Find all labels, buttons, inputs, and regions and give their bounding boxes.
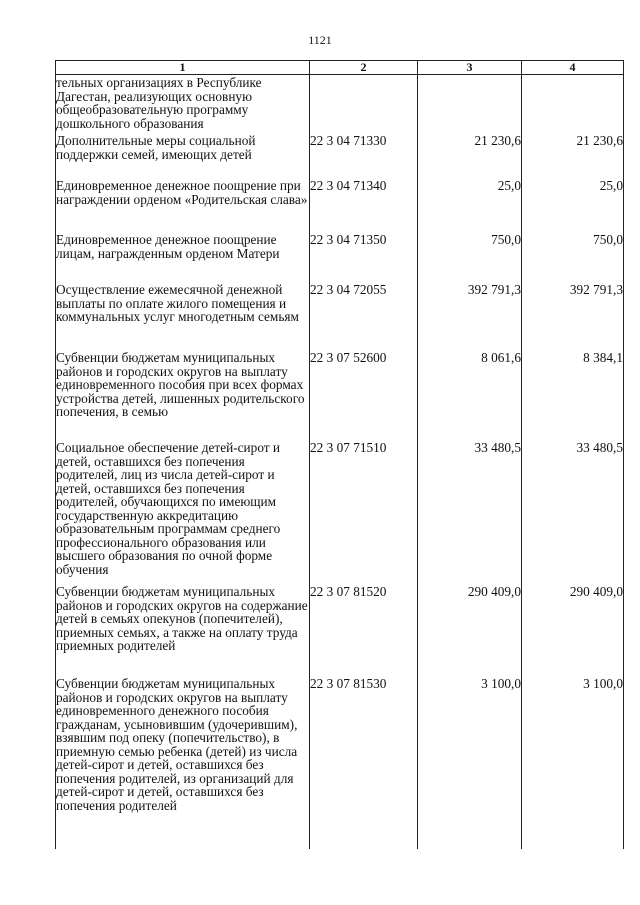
row-code: 22 3 07 81520	[310, 585, 418, 677]
row-name: Единовременное денежное поощрение лицам, награжденным орденом Матери	[56, 233, 310, 283]
column-header-4: 4	[522, 61, 624, 75]
row-value-1: 21 230,6	[418, 134, 522, 179]
row-code: 22 3 04 71350	[310, 233, 418, 283]
budget-table	[55, 60, 624, 849]
row-value-1: 750,0	[418, 233, 522, 283]
row-value-2: 33 480,5	[522, 441, 624, 585]
row-code: 22 3 04 72055	[310, 283, 418, 351]
row-code: 22 3 04 71330	[310, 134, 418, 179]
row-name: Дополнительные меры социальной поддержки семей, имеющих детей	[56, 134, 310, 179]
row-value-1	[418, 75, 522, 135]
row-name: Субвенции бюджетам муниципальных районов и городских округов на содержание детей в семьях опекунов (попечителей), приемных семьях, а также на оплату труда приемных родителей	[56, 585, 310, 677]
table-row	[56, 179, 624, 233]
page-number: 1121	[308, 33, 332, 47]
row-value-1: 290 409,0	[418, 585, 522, 677]
row-value-1: 8 061,6	[418, 351, 522, 441]
row-value-2: 290 409,0	[522, 585, 624, 677]
table-row	[56, 75, 624, 135]
row-value-2: 392 791,3	[522, 283, 624, 351]
row-name: Социальное обеспечение детей-сирот и детей, оставшихся без попечения родителей, лиц из числа детей-сирот и детей, оставшихся без попечения родителей, обучающихся по имеющим государственную аккредитацию образовательным программам среднего профессионального образования или высшего образования по очной форме обучения	[56, 441, 310, 585]
row-value-2: 21 230,6	[522, 134, 624, 179]
row-value-2: 750,0	[522, 233, 624, 283]
row-value-2: 25,0	[522, 179, 624, 233]
table-row	[56, 233, 624, 283]
column-header-2: 2	[310, 61, 418, 75]
row-code: 22 3 07 71510	[310, 441, 418, 585]
row-value-1: 392 791,3	[418, 283, 522, 351]
table-header-row	[56, 61, 624, 75]
row-value-2: 3 100,0	[522, 677, 624, 849]
table-row	[56, 441, 624, 585]
table-row	[56, 585, 624, 677]
row-code: 22 3 04 71340	[310, 179, 418, 233]
row-code	[310, 75, 418, 135]
row-value-1: 3 100,0	[418, 677, 522, 849]
row-value-1: 25,0	[418, 179, 522, 233]
table-row	[56, 283, 624, 351]
row-code: 22 3 07 81530	[310, 677, 418, 849]
row-value-2	[522, 75, 624, 135]
row-name: Субвенции бюджетам муниципальных районов и городских округов на выплату единовременного денежного пособия гражданам, усыновившим (удочерившим), взявшим под опеку (попечительство), в приемную семью ребенка (детей) из числа детей-сирот и детей, оставшихся без попечения родителей, из организаций для детей-сирот и детей, оставшихся без попечения родителей	[56, 677, 310, 849]
row-name: Субвенции бюджетам муниципальных районов и городских округов на выплату единовременного пособия при всех формах устройства детей, лишенных родительского попечения, в семью	[56, 351, 310, 441]
row-name: тельных организациях в Республике Дагестан, реализующих основную общеобразовательную программу дошкольного образования	[56, 75, 310, 135]
row-name: Единовременное денежное поощрение при награждении орденом «Родительская слава»	[56, 179, 310, 233]
column-header-3: 3	[418, 61, 522, 75]
column-header-1: 1	[56, 61, 310, 75]
table-row	[56, 677, 624, 849]
row-name: Осуществление ежемесячной денежной выплаты по оплате жилого помещения и коммунальных услуг многодетным семьям	[56, 283, 310, 351]
table-row	[56, 134, 624, 179]
row-value-1: 33 480,5	[418, 441, 522, 585]
row-value-2: 8 384,1	[522, 351, 624, 441]
row-code: 22 3 07 52600	[310, 351, 418, 441]
table-row	[56, 351, 624, 441]
